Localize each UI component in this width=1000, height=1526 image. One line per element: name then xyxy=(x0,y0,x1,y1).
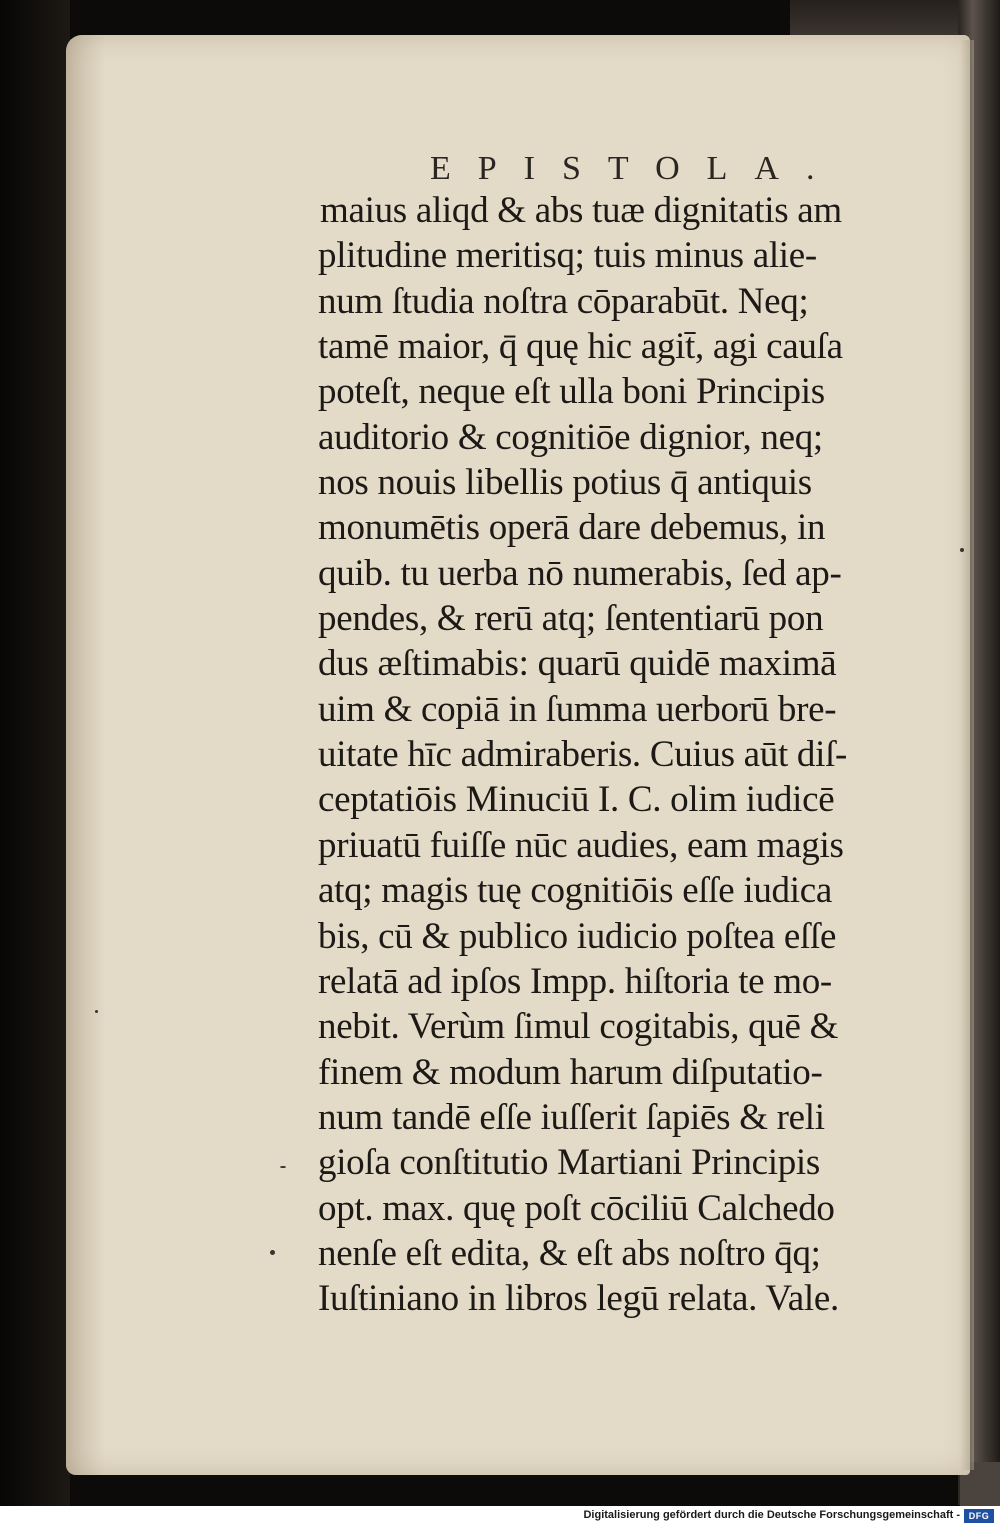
text-line: nos nouis libellis potius q̄ antiquis xyxy=(318,462,812,504)
text-line: quib. tu uerba nō numerabis, ſed ap- xyxy=(318,552,842,594)
text-line: pendes, & rerū atq; ſententiarū pon xyxy=(318,598,824,640)
text-line: nenſe eſt edita, & eſt abs noſtro q̄q; xyxy=(318,1232,821,1274)
text-line: bis, cū & publico iudicio poſtea eſſe xyxy=(318,915,837,957)
text-line: atq; magis tuę cognitiōis eſſe iudica xyxy=(318,870,832,912)
text-line: maius aliqd & abs tuæ dignitatis am xyxy=(320,190,842,231)
dfg-logo: DFG xyxy=(964,1509,994,1523)
text-line: priuatū fuiſſe nūc audies, eam magis xyxy=(318,824,844,866)
book-binding xyxy=(0,0,70,1510)
text-line: finem & modum harum diſputatio- xyxy=(318,1051,823,1093)
paper-speck xyxy=(960,548,964,552)
text-line: nebit. Verùm ſimul cogitabis, quē & xyxy=(318,1006,839,1048)
text-line: opt. max. quę poſt cōciliū Calchedo xyxy=(318,1187,835,1229)
text-line: auditorio & cognitiōe dignior, neq; xyxy=(318,416,823,458)
text-line: uim & copiā in ſumma uerborū bre- xyxy=(318,688,837,730)
running-head: EPISTOLA. xyxy=(430,150,842,187)
paper-speck xyxy=(95,1010,98,1013)
text-line: tamē maior, q̄ quę hic agit̄, agi cauſa xyxy=(318,326,843,368)
text-line: gioſa conſtitutio Martiani Principis xyxy=(318,1142,820,1184)
body-text xyxy=(318,188,943,1322)
footer-bar xyxy=(0,1506,1000,1526)
text-line: poteſt, neque eſt ulla boni Principis xyxy=(318,371,825,413)
page-edge xyxy=(960,40,974,1470)
text-line: uitate hīc admiraberis. Cuius aūt diſ- xyxy=(318,734,848,776)
text-line: ceptatiōis Minuciū I. C. olim iudicē xyxy=(318,779,835,821)
paper-speck xyxy=(270,1250,275,1255)
text-line: dus æſtimabis: quarū quidē maximā xyxy=(318,643,837,685)
text-line: relatā ad ipſos Impp. hiſtoria te mo- xyxy=(318,960,832,1002)
text-line: num tandē eſſe iuſſerit ſapiēs & reli xyxy=(318,1096,825,1138)
page-gutter-shadow xyxy=(66,35,106,1475)
text-line: num ſtudia noſtra cōparabūt. Neq; xyxy=(318,280,809,322)
text-line: Iuſtiniano in libros legū relata. Vale. xyxy=(318,1278,839,1320)
digitization-credit: Digitalisierung gefördert durch die Deutsche Forschungsgemeinschaft - xyxy=(583,1509,960,1521)
paper-speck xyxy=(280,1166,286,1168)
text-line: monumētis operā dare debemus, in xyxy=(318,507,826,549)
text-line: plitudine meritisq; tuis minus alie- xyxy=(318,235,817,277)
